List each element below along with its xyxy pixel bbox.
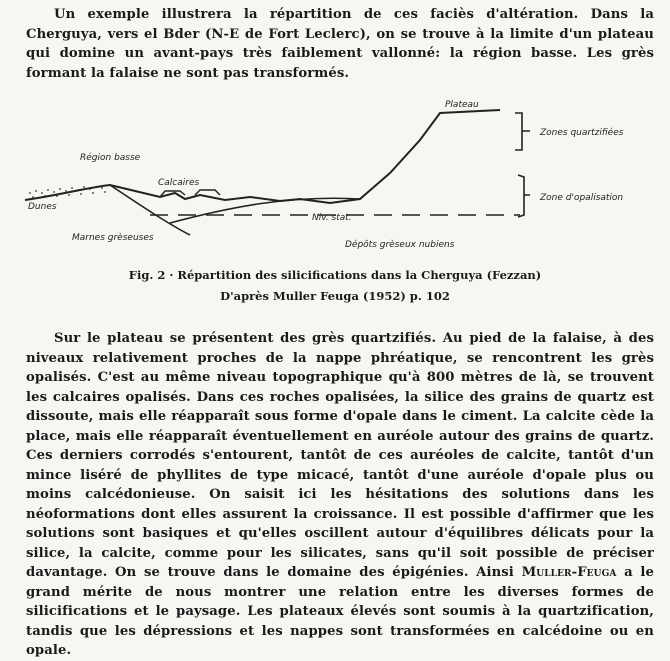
label-niv-stat: Niv. stat. xyxy=(312,213,352,223)
body-text-a: Sur le plateau se présentent des grès quartzifiés. Au pied de la falaise, à des niveaux relativement proches de la nappe phréatique, se rencontrent les grès opalisés. C'est au même niveau topographique qu'à 800 mètres de là, se trouvent les calcaires opalisés. Dans ces roches opalisées, la silice des grains de quartz est dissoute, mais elle réapparaît sous forme d'opale dans le ciment. La calcite cède la place, mais elle réapparaît éventuellement en auréole autour des grains de quartz. Ces derniers corrodés s'entourent, tantôt de ces auréoles de calcite, tantôt d'un mince liséré de phyllites de type micacé, tantôt d'une auréole d'opale plus ou moins calcédonieuse. On saisit ici les hésitations des solutions dans les néoformations dont elles assurent la croissance. Il est possible d'affirmer que les solutions sont basiques et qu'elles oscillent autour d'équilibres délicats pour la silice, la calcite, comme pour les silicates, sans qu'il soit possible de préciser davantage. On se trouve dans le domaine des épigénies. Ainsi xyxy=(26,331,654,580)
quartzified-bracket xyxy=(515,113,530,150)
figure-caption: Fig. 2 · Répartition des silicifications dans la Cherguya (Fezzan) xyxy=(128,268,542,282)
figure-source: D'après Muller Feuga (1952) p. 102 xyxy=(220,289,450,303)
label-marnes-greseuses: Marnes grèseuses xyxy=(72,233,154,243)
strata-curve xyxy=(110,185,360,235)
label-dunes: Dunes xyxy=(28,202,57,212)
calcaires-outcrop xyxy=(160,190,220,197)
label-plateau: Plateau xyxy=(445,100,479,110)
author-name: Muller-Feuga xyxy=(521,565,617,580)
label-zones-quartzifiees: Zones quartzifiées xyxy=(540,128,624,138)
label-depots: Dépôts grèseux nubiens xyxy=(345,240,455,250)
intro-paragraph: Un exemple illustrera la répartition de ces faciès d'altération. Dans la Cherguya, vers el Bder (N-E de Fort Leclerc), on se trouve à la limite d'un plateau qui domine un avant-pays très faiblement vallonné: la région basse. Les grès formant la falaise ne sont pas transformés. xyxy=(26,7,654,81)
label-zone-opalisation: Zone d'opalisation xyxy=(540,193,624,203)
label-region-basse: Région basse xyxy=(80,153,141,163)
label-calcaires: Calcaires xyxy=(158,178,200,188)
body-text-b: a le grand mérite de nous montrer une relation entre les diverses formes de silicifications et le paysage. Les plateaux élevés sont soumis à la quartzification, tandis que les dépressions et les nappes sont transformées en calcédoine ou en opale. xyxy=(26,565,654,658)
opalisation-bracket xyxy=(518,175,530,217)
cross-section-diagram xyxy=(0,95,670,265)
body-paragraph xyxy=(26,329,654,661)
